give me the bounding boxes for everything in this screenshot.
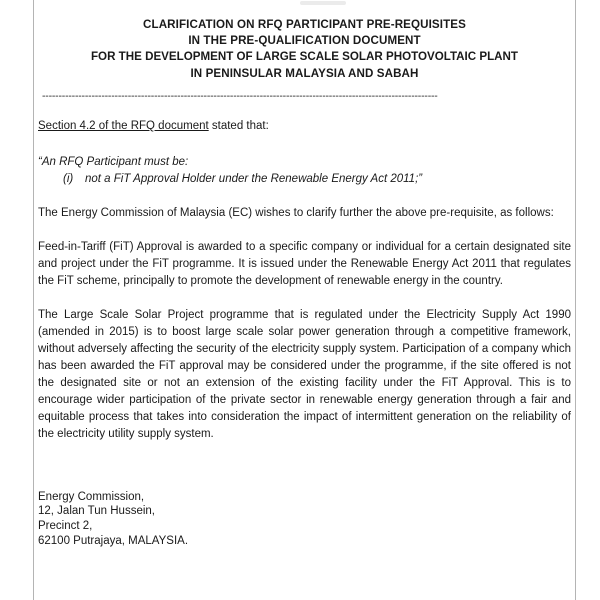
address-line-precinct: Precinct 2, [38,520,93,532]
quotation-item [38,171,571,188]
right-margin-rule [575,0,576,600]
document-content [38,0,571,548]
left-margin-rule [33,0,34,600]
quotation-opening-line: “An RFQ Participant must be: [38,155,189,168]
title-line-2: IN THE PRE-QUALIFICATION DOCUMENT [188,34,421,48]
page-title [38,0,571,82]
title-line-4: IN PENINSULAR MALAYSIA AND SABAH [190,66,419,80]
address-line-street: 12, Jalan Tun Hussein, [38,505,155,518]
address-line-organisation: Energy Commission, [38,490,145,503]
paragraph-ec-clarification: The Energy Commission of Malaysia (EC) wishes to clarify further the above pre-requisite, as follows: [38,206,554,219]
quotation-item-marker: (i) [63,172,74,185]
title-line-3: FOR THE DEVELOPMENT OF LARGE SCALE SOLAR PHOTOVOLTAIC PLANT [90,50,519,64]
section-reference-underlined: Section 4.2 of the RFQ document [38,119,209,132]
quotation-item-text: not a FiT Approval Holder under the Renewable Energy Act 2011;” [85,172,423,185]
title-line-1: CLARIFICATION ON RFQ PARTICIPANT PRE-REQUISITES [143,18,466,31]
issuer-address [38,490,571,548]
paragraph-fit-approval: Feed-in-Tariff (FiT) Approval is awarded to a specific company or individual for a certain designated site and project under the FiT programme. It is issued under the Renewable Energy Act 2011 that regulates the FiT scheme, principally to promote the development of renewable energy in the country. [38,240,571,287]
paragraph-lss-programme: The Large Scale Solar Project programme that is regulated under the Electricity Supply Act 1990 (amended in 2015) is to boost large scale solar power generation through a competitive framework, without adversely affecting the security of the electricity supply system. Participation of a company which has been awarded the FiT approval may be considered under the programme, if the site offered is not the designated site or not an extension of the existing facility under the FiT Approval. This is to encourage wider participation of the private sector in renewable energy generation through a fair and equitable process that takes into consideration the impact of intermittent generation on the reliability of the electricity utility supply system. [38,308,571,440]
section-reference-trailing: stated that: [208,119,269,132]
address-line-city: 62100 Putrajaya, MALAYSIA. [38,534,189,547]
horizontal-dashed-separator: ------------------------------------------------------------------------------------------------------------------------ [42,89,438,102]
section-reference-line [38,118,571,135]
rfq-quotation-block [38,154,571,188]
